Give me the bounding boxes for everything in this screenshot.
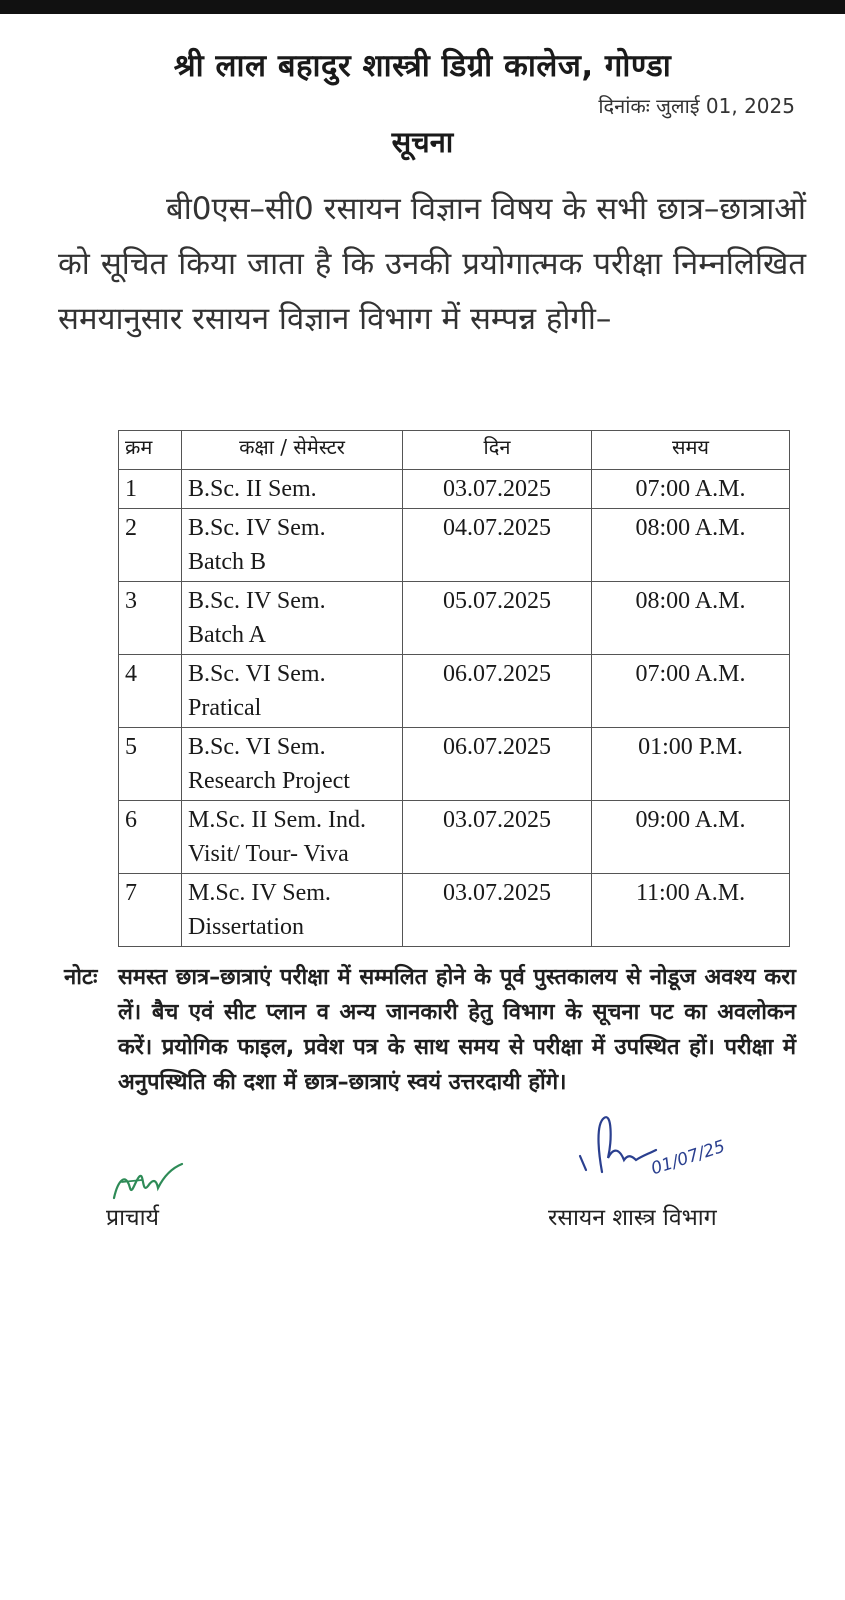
cell-class xyxy=(182,874,403,947)
table-row xyxy=(119,728,790,801)
table-row xyxy=(119,801,790,874)
class-line-1: M.Sc. II Sem. Ind. xyxy=(188,807,366,833)
cell-serial: 2 xyxy=(119,509,182,582)
note-label: नोटः xyxy=(64,965,98,990)
class-line-2: Dissertation xyxy=(188,914,304,940)
cell-time: 08:00 A.M. xyxy=(592,509,790,582)
class-line-1: B.Sc. VI Sem. xyxy=(188,734,326,760)
class-line-1: B.Sc. IV Sem. xyxy=(188,515,326,541)
cell-day: 04.07.2025 xyxy=(403,509,592,582)
cell-time: 01:00 P.M. xyxy=(592,728,790,801)
cell-class xyxy=(182,470,403,509)
notice-intro: बी0एस–सी0 रसायन विज्ञान विषय के सभी छात्र–छात्राओं को सूचित किया जाता है कि उनकी प्रयोगात्मक परीक्षा निम्नलिखित समयानुसार रसायन विज्ञान विभाग में सम्पन्न होगी– xyxy=(58,191,806,337)
schedule-table xyxy=(118,430,790,947)
cell-day: 06.07.2025 xyxy=(403,728,592,801)
cell-class xyxy=(182,728,403,801)
table-row xyxy=(119,582,790,655)
cell-time: 07:00 A.M. xyxy=(592,655,790,728)
cell-class xyxy=(182,509,403,582)
col-header-serial: क्रम xyxy=(119,431,182,470)
principal-label: प्राचार्य xyxy=(106,1205,159,1231)
cell-serial: 7 xyxy=(119,874,182,947)
schedule-table-wrap xyxy=(118,430,790,947)
table-row xyxy=(119,509,790,582)
cell-serial: 5 xyxy=(119,728,182,801)
cell-serial: 4 xyxy=(119,655,182,728)
cell-class xyxy=(182,801,403,874)
cell-class xyxy=(182,655,403,728)
cell-time: 08:00 A.M. xyxy=(592,582,790,655)
table-row xyxy=(119,470,790,509)
col-header-day: दिन xyxy=(403,431,592,470)
table-header-row xyxy=(119,431,790,470)
cell-serial: 3 xyxy=(119,582,182,655)
class-line-1: B.Sc. IV Sem. xyxy=(188,588,326,614)
principal-signature xyxy=(108,1158,188,1206)
table-row xyxy=(119,874,790,947)
cell-day: 03.07.2025 xyxy=(403,874,592,947)
cell-day: 06.07.2025 xyxy=(403,655,592,728)
cell-time: 09:00 A.M. xyxy=(592,801,790,874)
cell-day: 05.07.2025 xyxy=(403,582,592,655)
class-line-2: Batch A xyxy=(188,622,266,648)
department-signature xyxy=(572,1110,662,1180)
cell-class xyxy=(182,582,403,655)
cell-day: 03.07.2025 xyxy=(403,470,592,509)
note-text: समस्त छात्र–छात्राएं परीक्षा में सम्मलित होने के पूर्व पुस्तकालय से नोडूज अवश्य करा लें। बैच एवं सीट प्लान व अन्य जानकारी हेतु विभाग के सूचना पट का अवलोकन करें। प्रयोगिक फाइल, प्रवेश पत्र के साथ समय से परीक्षा में उपस्थित हों। परीक्षा में अनुपस्थिति की दशा में छात्र–छात्राएं स्वयं उत्तरदायी होंगे। xyxy=(118,965,796,1095)
notice-note xyxy=(64,960,796,1100)
notice-date: दिनांकः जुलाई 01, 2025 xyxy=(598,94,795,118)
cell-time: 07:00 A.M. xyxy=(592,470,790,509)
cell-serial: 6 xyxy=(119,801,182,874)
college-name: श्री लाल बहादुर शास्त्री डिग्री कालेज, गोण्डा xyxy=(173,48,672,84)
signature-date: 01/07/25 xyxy=(648,1136,728,1180)
department-label: रसायन शास्त्र विभाग xyxy=(548,1205,717,1231)
class-line-2: Visit/ Tour- Viva xyxy=(188,841,349,867)
col-header-time: समय xyxy=(592,431,790,470)
class-line-1: B.Sc. II Sem. xyxy=(188,476,317,502)
class-line-1: M.Sc. IV Sem. xyxy=(188,880,331,906)
table-row xyxy=(119,655,790,728)
class-line-2: Pratical xyxy=(188,695,262,721)
class-line-2: Research Project xyxy=(188,768,350,794)
col-header-class: कक्षा / सेमेस्टर xyxy=(182,431,403,470)
class-line-1: B.Sc. VI Sem. xyxy=(188,661,326,687)
cell-serial: 1 xyxy=(119,470,182,509)
cell-time: 11:00 A.M. xyxy=(592,874,790,947)
cell-day: 03.07.2025 xyxy=(403,801,592,874)
notice-title: सूचना xyxy=(391,125,454,159)
class-line-2: Batch B xyxy=(188,549,266,575)
